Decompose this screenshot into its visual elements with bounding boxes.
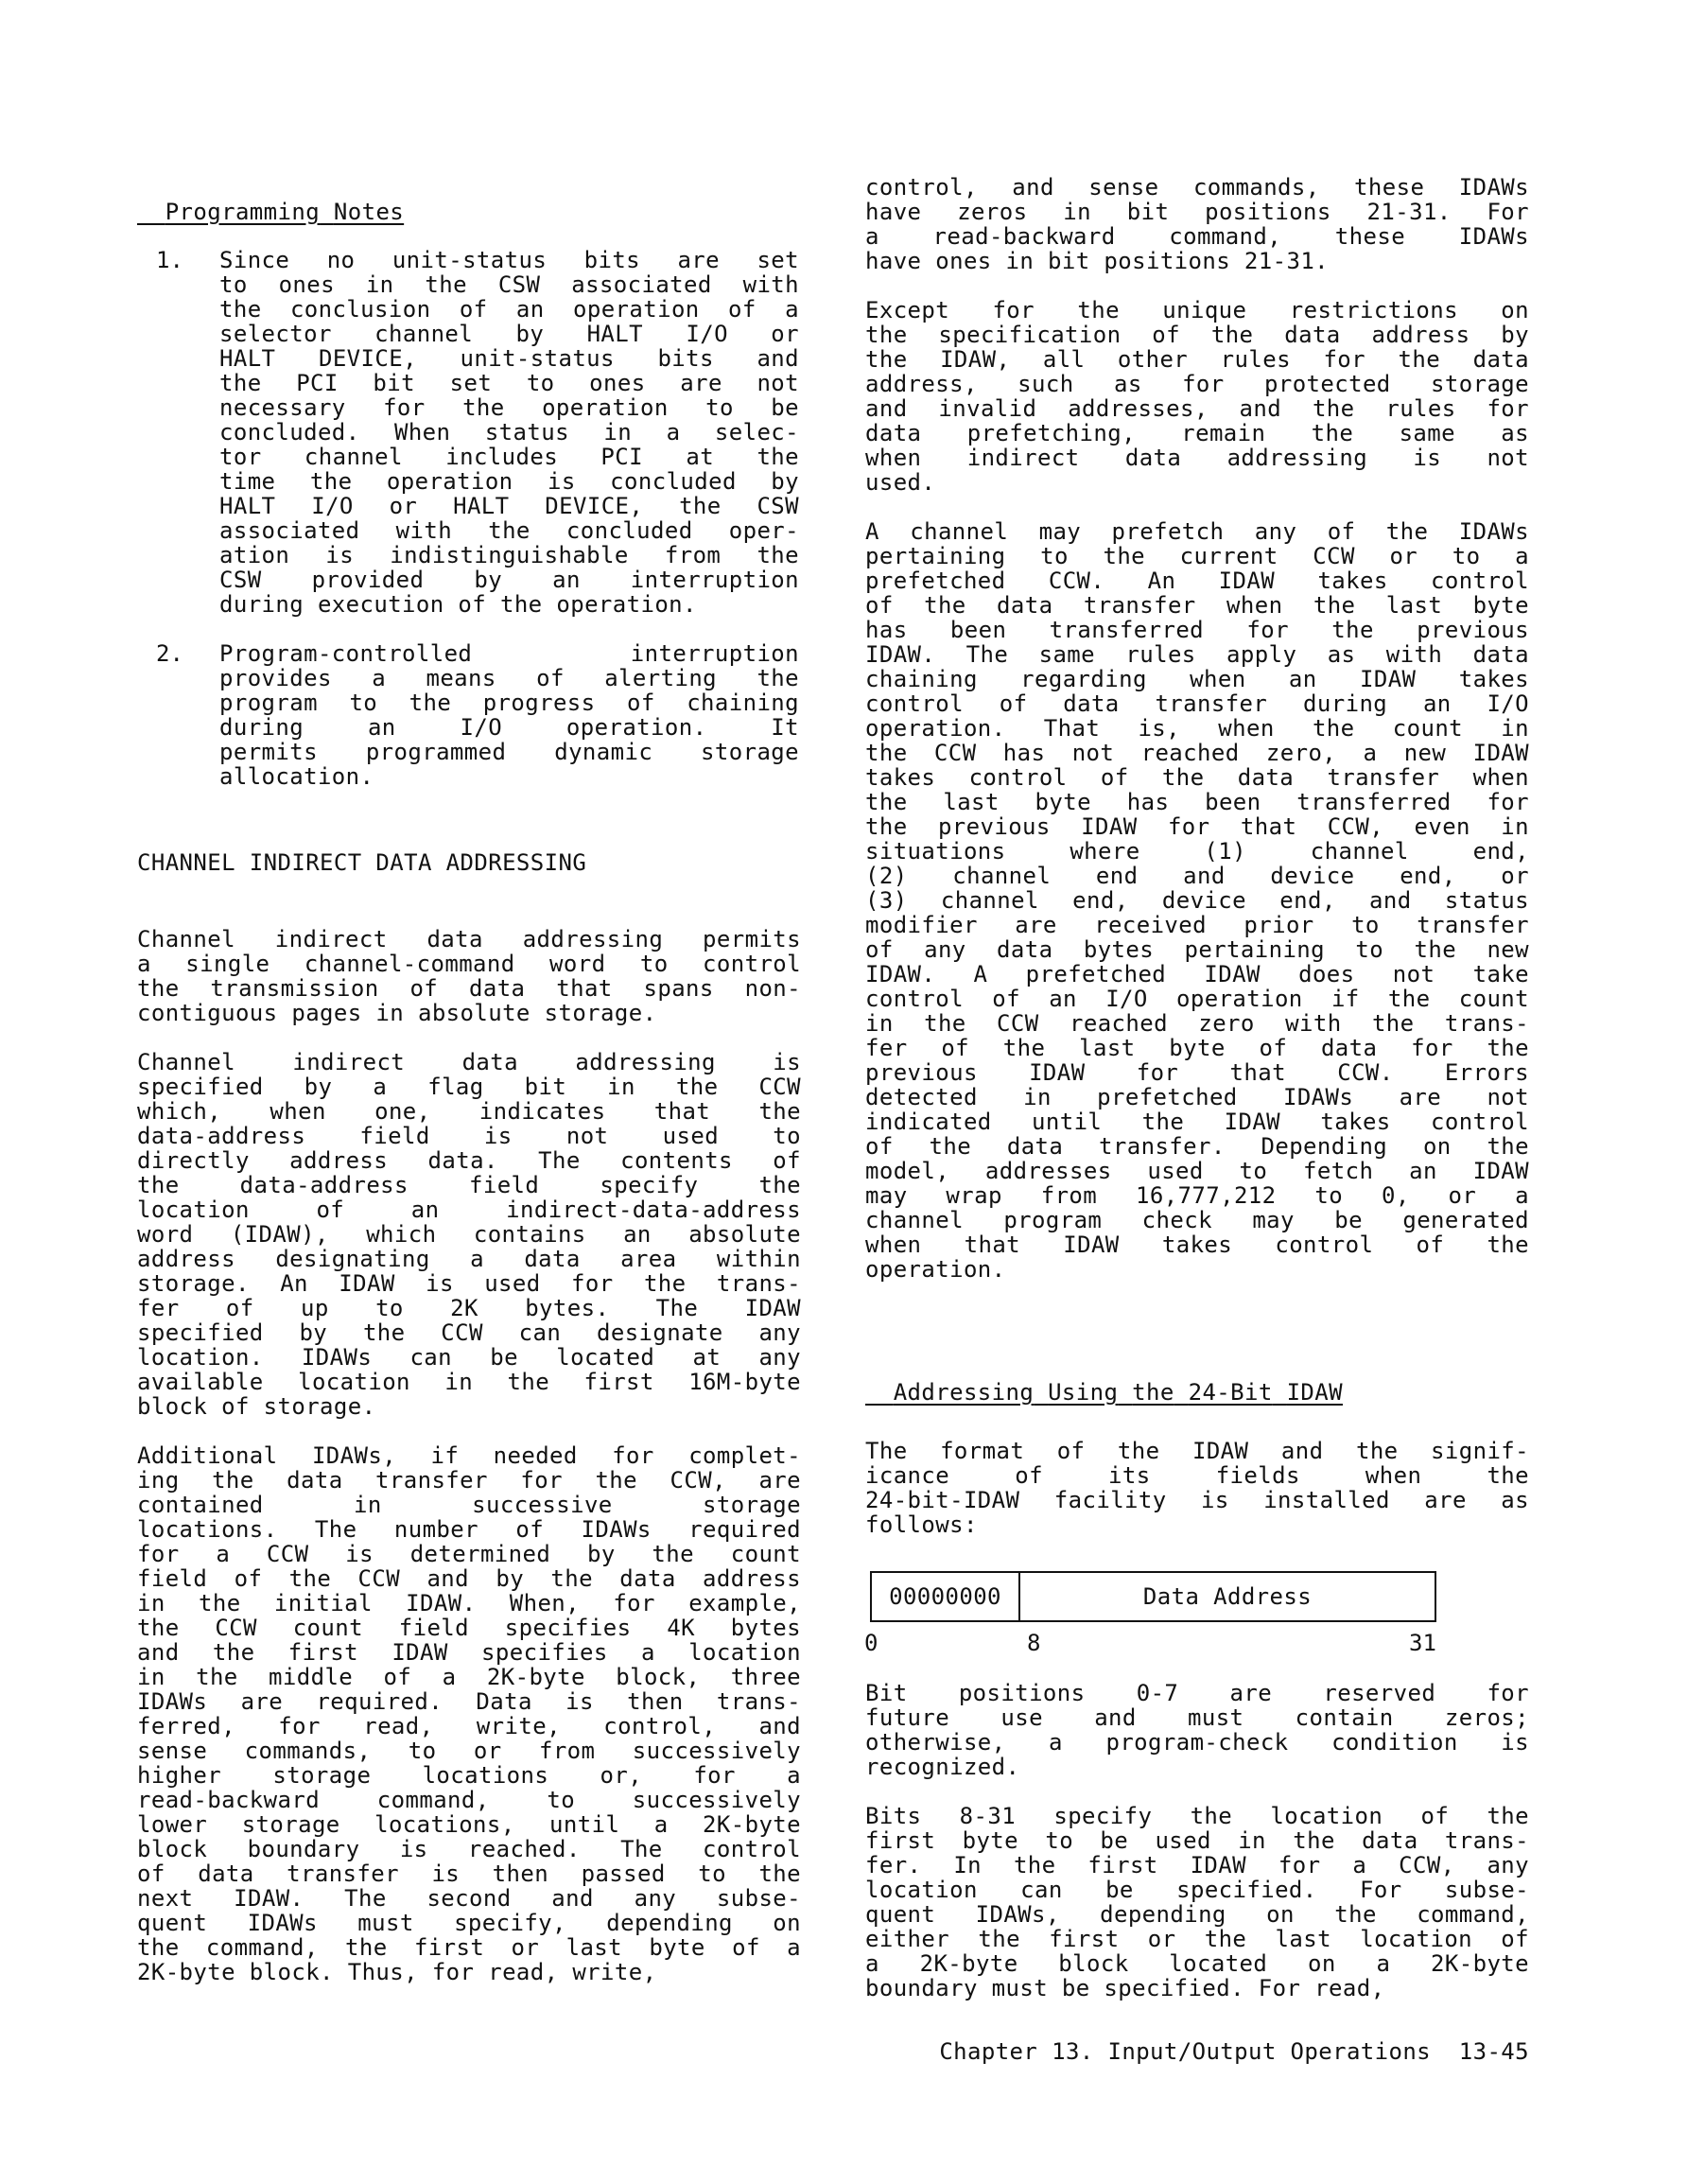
text-line: lower storage locations, until a 2K-byte [137,1812,801,1837]
paragraph [865,298,1529,495]
text-line: of the data transfer. Depending on the [865,1134,1529,1159]
chapter-title: Chapter 13. Input/Output Operations [939,2038,1432,2065]
text-line: model, addresses used to fetch an IDAW [865,1159,1529,1183]
text-line: program to the progress of chaining [219,690,799,715]
paragraph [865,1681,1529,1779]
text-line: during an I/O operation. It [219,715,799,740]
text-line: A channel may prefetch any of the IDAWs [865,519,1529,544]
text-line: control, and sense commands, these IDAWs [865,175,1529,200]
paragraph [865,1804,1529,2001]
text-line: directly address data. The contents of [137,1148,801,1173]
text-line: have ones in bit positions 21-31. [865,248,1330,274]
text-line: higher storage locations or, for a [137,1763,801,1788]
text-line: takes control of the data transfer when [865,765,1529,790]
text-line: a 2K-byte block located on a 2K-byte [865,1951,1529,1976]
text-line: indicated until the IDAW takes control [865,1109,1529,1134]
note-2-body [219,641,799,789]
bit-label-31: 31 [1409,1630,1436,1656]
text-line: CSW provided by an interruption [219,568,799,592]
page-number: 13-45 [1458,2038,1529,2065]
text-line: detected in prefetched IDAWs are not [865,1085,1529,1109]
heading-word: 24-Bit [1188,1379,1273,1406]
text-line: IDAWs are required. Data is then trans- [137,1689,801,1714]
text-line: tor channel includes PCI at the [219,445,799,469]
text-line: the specification of the data address by [865,323,1529,347]
text-line: operation. That is, when the count in [865,716,1529,741]
text-line: operation. [865,1256,1006,1283]
text-line: Since no unit-status bits are set [219,248,799,272]
text-line: block of storage. [137,1393,376,1420]
text-line: the previous IDAW for that CCW, even in [865,814,1529,839]
text-line: next IDAW. The second and any subse- [137,1886,801,1911]
text-line: the PCI bit set to ones are not [219,371,799,395]
text-line: associated with the concluded oper- [219,518,799,543]
text-line: channel program check may be generated [865,1208,1529,1232]
text-line: selector channel by HALT I/O or [219,322,799,346]
text-line: fer. In the first IDAW for a CCW, any [865,1853,1529,1878]
text-line: permits programmed dynamic storage [219,740,799,764]
page-footer [818,2015,1529,2064]
subsection-heading [865,1355,1343,1405]
text-line: otherwise, a program-check condition is [865,1730,1529,1755]
text-line: HALT DEVICE, unit-status bits and [219,346,799,371]
text-line: time the operation is concluded by [219,469,799,494]
idaw-format-diagram [870,1571,1436,1622]
text-line: necessary for the operation to be [219,395,799,420]
text-line: for a CCW is determined by the count [137,1542,801,1566]
text-line: storage. An IDAW is used for the trans- [137,1271,801,1296]
text-line: specified by the CCW can designate any [137,1320,801,1345]
text-line: IDAW. A prefetched IDAW does not take [865,962,1529,987]
text-line: recognized. [865,1754,1020,1780]
text-line: future use and must contain zeros; [865,1705,1529,1730]
text-line: ing the data transfer for the CCW, are [137,1468,801,1493]
text-line: chaining regarding when an IDAW takes [865,667,1529,691]
text-line: the CCW has not reached zero, a new IDAW [865,741,1529,765]
text-line: word (IDAW), which contains an absolute [137,1222,801,1247]
text-line: in the CCW reached zero with the trans- [865,1011,1529,1036]
text-line: a read-backward command, these IDAWs [865,224,1529,249]
text-line: fer of up to 2K bytes. The IDAW [137,1296,801,1320]
text-line: sense commands, to or from successively [137,1738,801,1763]
text-line: Channel indirect data addressing is [137,1050,801,1075]
text-line: the transmission of data that spans non- [137,976,801,1001]
text-line: the CCW count field specifies 4K bytes [137,1616,801,1640]
text-line: in the middle of a 2K-byte block, three [137,1665,801,1689]
text-line: specified by a flag bit in the CCW [137,1075,801,1099]
text-line: of any data bytes pertaining to the new [865,937,1529,962]
note-1-body [219,248,799,617]
text-line: provides a means of alerting the [219,666,799,690]
text-line: which, when one, indicates that the [137,1099,801,1124]
text-line: the last byte has been transferred for [865,790,1529,814]
text-line: when that IDAW takes control of the [865,1232,1529,1257]
paragraph [865,175,1529,273]
section-heading: CHANNEL INDIRECT DATA ADDRESSING [137,849,587,876]
text-line: allocation. [219,763,374,790]
text-line: contained in successive storage [137,1493,801,1517]
text-line: has been transferred for the previous [865,618,1529,642]
text-line: location can be specified. For subse- [865,1878,1529,1902]
heading-word: Programming [165,199,321,225]
text-line: concluded. When status in a selec- [219,420,799,445]
text-line: used. [865,469,936,496]
text-line: first byte to be used in the data trans- [865,1828,1529,1853]
text-line: available location in the first 16M-byte [137,1370,801,1394]
text-line: quent IDAWs, depending on the command, [865,1902,1529,1927]
text-line: contiguous pages in absolute storage. [137,1000,657,1026]
bit-label-8: 8 [1027,1630,1041,1656]
text-line: in the initial IDAW. When, for example, [137,1591,801,1616]
heading-word: Using [1048,1379,1119,1406]
text-line: during execution of the operation. [219,591,697,618]
heading-word: Addressing [893,1379,1035,1406]
text-line: address designating a data area within [137,1247,801,1271]
text-line: fer of the last byte of data for the [865,1036,1529,1060]
text-line: (3) channel end, device end, and status [865,888,1529,913]
reserved-bits-field: 00000000 [872,1573,1020,1620]
text-line: Additional IDAWs, if needed for complet- [137,1443,801,1468]
text-line: data-address field is not used to [137,1124,801,1148]
text-line: boundary must be specified. For read, [865,1975,1385,2001]
paragraph [137,1443,801,1984]
text-line: Program-controlled interruption [219,641,799,666]
text-line: quent IDAWs must specify, depending on [137,1911,801,1935]
text-line: previous IDAW for that CCW. Errors [865,1060,1529,1085]
text-line: either the first or the last location of [865,1927,1529,1951]
text-line: location. IDAWs can be located at any [137,1345,801,1370]
text-line: HALT I/O or HALT DEVICE, the CSW [219,494,799,518]
text-line: have zeros in bit positions 21-31. For [865,200,1529,224]
text-line: to ones in the CSW associated with [219,272,799,297]
text-line: the data-address field specify the [137,1173,801,1197]
text-line: and invalid addresses, and the rules for [865,396,1529,421]
text-line: 24-bit-IDAW facility is installed are as [865,1488,1529,1512]
programming-notes-heading [137,175,404,224]
bit-label-0: 0 [864,1630,878,1656]
text-line: situations where (1) channel end, [865,839,1529,864]
paragraph [137,927,801,1025]
note-number: 2. [156,640,183,667]
text-line: ation is indistinguishable from the [219,543,799,568]
text-line: a single channel-command word to control [137,952,801,976]
text-line: prefetched CCW. An IDAW takes control [865,568,1529,593]
text-line: modifier are received prior to transfer [865,913,1529,937]
format-paragraph [865,1439,1529,1537]
text-line: pertaining to the current CCW or to a [865,544,1529,568]
text-line: Except for the unique restrictions on [865,298,1529,323]
text-line: location of an indirect-data-address [137,1197,801,1222]
text-line: control of data transfer during an I/O [865,691,1529,716]
text-line: 2K-byte block. Thus, for read, write, [137,1959,657,1985]
text-line: field of the CCW and by the data address [137,1566,801,1591]
text-line: data prefetching, remain the same as [865,421,1529,446]
text-line: the command, the first or last byte of a [137,1935,801,1960]
heading-word: the [1132,1379,1174,1406]
text-line: ferred, for read, write, control, and [137,1714,801,1738]
heading-word: IDAW [1286,1379,1343,1406]
text-line: Channel indirect data addressing permits [137,927,801,952]
text-line: block boundary is reached. The control [137,1837,801,1861]
text-line: of data transfer is then passed to the [137,1861,801,1886]
text-line: the IDAW, all other rules for the data [865,347,1529,372]
text-line: The format of the IDAW and the signif- [865,1439,1529,1463]
text-line: address, such as for protected storage [865,372,1529,396]
text-line: read-backward command, to successively [137,1788,801,1812]
text-line: IDAW. The same rules apply as with data [865,642,1529,667]
paragraph [137,1050,801,1419]
text-line: Bit positions 0-7 are reserved for [865,1681,1529,1705]
data-address-field: Data Address [1142,1583,1313,1610]
text-line: of the data transfer when the last byte [865,593,1529,618]
note-number: 1. [156,247,183,273]
text-line: icance of its fields when the [865,1463,1529,1488]
text-line: locations. The number of IDAWs required [137,1517,801,1542]
text-line: (2) channel end and device end, or [865,864,1529,888]
text-line: Bits 8-31 specify the location of the [865,1804,1529,1828]
text-line: control of an I/O operation if the count [865,987,1529,1011]
text-line: follows: [865,1511,978,1538]
text-line: the conclusion of an operation of a [219,297,799,322]
text-line: may wrap from 16,777,212 to 0, or a [865,1183,1529,1208]
text-line: and the first IDAW specifies a location [137,1640,801,1665]
text-line: when indirect data addressing is not [865,446,1529,470]
paragraph [865,519,1529,1282]
heading-word: Notes [333,199,405,225]
